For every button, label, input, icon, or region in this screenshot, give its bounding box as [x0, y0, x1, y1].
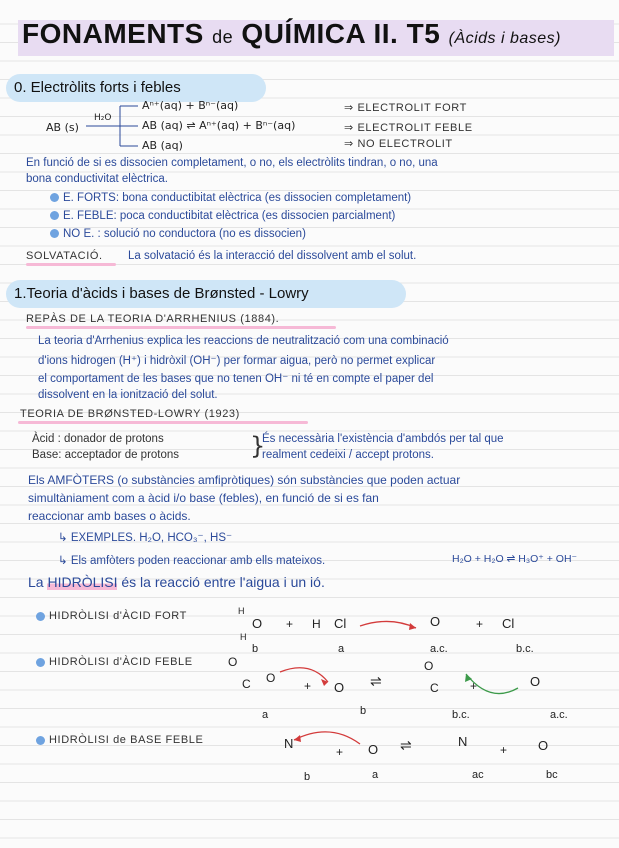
hydronium-o-1: O: [430, 614, 441, 629]
label-a-3: a: [372, 769, 379, 781]
bullet-dot: [50, 193, 59, 202]
page-title: [22, 18, 561, 50]
hydrolysis-definition: [28, 574, 325, 590]
acetic-o2: O: [266, 671, 276, 685]
weak-base-hydrolysis: [36, 734, 203, 746]
ammonium-n: N: [458, 734, 468, 749]
result-3: ⇒ NO ELECTROLIT: [344, 138, 453, 150]
svg-text:+: +: [304, 679, 312, 693]
bullet-dot: [36, 658, 45, 667]
water-autoionization: H₂O + H₂O ⇌ H₃O⁺ + OH⁻: [452, 553, 578, 565]
reaction-2: AB (aq) ⇌ Aⁿ⁺(aq) + Bⁿ⁻(aq): [142, 119, 296, 132]
label-b-3: b: [304, 771, 311, 782]
bullet-weak-text: E. FEBLE: poca conductibitat elèctrica (es dissocien parcialment): [63, 210, 396, 222]
bullet-non: [50, 228, 306, 240]
solvatacio-label: SOLVATACIÓ.: [26, 250, 103, 262]
svg-text:+: +: [476, 617, 484, 631]
acetate-c: C: [430, 681, 439, 695]
hydrolysis-pre: La: [28, 574, 44, 590]
equilibrium-2: ⇌: [370, 673, 382, 689]
label-ac-1: a.c.: [430, 643, 448, 654]
section0-heading: 0. Electròlits forts i febles: [14, 79, 181, 96]
acid-definition: Àcid : donador de protons: [32, 433, 164, 445]
base-definition: Base: acceptador de protons: [32, 449, 180, 461]
strong-acid-hydrolysis: [36, 610, 187, 622]
arrhenius-line-4: dissolvent en la ionització del solut.: [38, 389, 218, 401]
acetic-o: O: [228, 655, 238, 669]
water-h-1a: H: [238, 606, 245, 616]
bullet-dot: [36, 736, 45, 745]
title-de: de: [212, 27, 234, 47]
water-o-3: O: [368, 742, 379, 757]
svg-text:+: +: [470, 679, 478, 693]
red-arrow-3: [294, 732, 360, 744]
paragraph-1a: En funció de si es dissocien completament, o no, els electròlits tindran, o no, una: [26, 157, 438, 169]
weak-acid-label: HIDRÒLISI d'ÀCID FEBLE: [49, 656, 193, 668]
arrhenius-title: REPÀS DE LA TEORIA D'ARRHENIUS (1884).: [26, 313, 280, 325]
hydronium-o-2: O: [530, 674, 541, 689]
bullet-strong-text: E. FORTS: bona conductibitat elèctrica (es dissocien completament): [63, 192, 412, 204]
paragraph-1b: bona conductivitat elèctrica.: [26, 173, 168, 185]
bronsted-note-1: És necessària l'existència d'ambdós per tal que: [262, 433, 504, 445]
bullet-dot: [50, 211, 59, 220]
acetate-o: O: [424, 659, 434, 673]
hydrolysis-post: és la reacció entre l'aigua i un ió.: [121, 574, 325, 590]
arrhenius-line-3: el comportament de les bases que no tenen OH⁻ ni té en compte el paper del: [38, 373, 434, 385]
label-b-2: b: [360, 705, 367, 717]
reaction-left: AB (s): [46, 121, 79, 134]
ammonia-n: N: [284, 736, 294, 751]
solvatacio-text: La solvatació és la interacció del dissolvent amb el solut.: [128, 250, 417, 262]
label-ac-3: ac: [472, 769, 484, 781]
h2o-label: H₂O: [94, 113, 112, 123]
result-1: ⇒ ELECTROLIT FORT: [344, 102, 467, 114]
title-main1: FONAMENTS: [22, 18, 204, 49]
label-ac-2: a.c.: [550, 709, 568, 721]
water-h-1b: H: [240, 632, 247, 642]
label-b-1: b: [252, 643, 259, 654]
strong-acid-label: HIDRÒLISI d'ÀCID FORT: [49, 610, 187, 622]
bronsted-title: TEORIA DE BRØNSTED-LOWRY (1923): [20, 408, 240, 420]
bullet-dot: [50, 229, 59, 238]
bronsted-underline: [18, 421, 308, 424]
hydroxide-o: O: [538, 738, 549, 753]
reaction-1: Aⁿ⁺(aq) + Bⁿ⁻(aq): [142, 99, 239, 112]
weak-base-diagram: [250, 722, 590, 782]
svg-text:+: +: [336, 745, 344, 759]
arrhenius-underline: [26, 326, 336, 329]
solvatacio-underline: [26, 263, 116, 266]
title-main2: QUÍMICA II. T5: [241, 18, 441, 49]
water-o-1: O: [252, 616, 263, 631]
label-bc-3: bc: [546, 769, 558, 781]
svg-text:+: +: [286, 617, 294, 631]
result-2: ⇒ ELECTROLIT FEBLE: [344, 122, 473, 134]
amphoters-line-3: reaccionar amb bases o àcids.: [28, 509, 191, 523]
strong-acid-diagram: [220, 602, 600, 654]
label-a-2: a: [262, 709, 269, 721]
water-o-2: O: [334, 680, 345, 695]
amphoters-self: ↳ Els amfòters poden reaccionar amb ells mateixos.: [58, 555, 326, 567]
label-a-1: a: [338, 643, 345, 654]
amphoters-line-1: Els AMFÒTERS (o substàncies amfipròtiques) són substàncies que poden actuar: [28, 473, 461, 487]
label-bc-1: b.c.: [516, 643, 534, 654]
red-arrow-1: [360, 621, 416, 628]
bullet-strong: [50, 192, 411, 204]
bullet-dot: [36, 612, 45, 621]
cl-anion: Cl: [502, 616, 515, 631]
acetic-c: C: [242, 677, 251, 691]
amphoters-line-2: simultàniament com a àcid i/o base (febles), en funció de si es fan: [28, 491, 379, 505]
label-bc-2: b.c.: [452, 709, 470, 721]
weak-base-label: HIDRÒLISI de BASE FEBLE: [49, 734, 204, 746]
arrhenius-line-2: d'ions hidrogen (H⁺) i hidròxil (OH⁻) per formar aigua, però no permet explicar: [38, 355, 436, 367]
hcl-cl: Cl: [334, 616, 347, 631]
bronsted-note-2: realment cedeixi / accept protons.: [262, 449, 434, 461]
arrhenius-line-1: La teoria d'Arrhenius explica les reaccions de neutralització com una combinació: [38, 335, 449, 347]
reaction-3: AB (aq): [142, 139, 183, 152]
hydrolysis-word: HIDRÒLISI: [47, 574, 118, 590]
weak-acid-hydrolysis: [36, 656, 193, 668]
bullet-weak: [50, 210, 395, 222]
section1-heading: 1.Teoria d'àcids i bases de Brønsted - Lowry: [14, 285, 309, 302]
examples: ↳ EXEMPLES. H₂O, HCO₃⁻, HS⁻: [58, 532, 233, 544]
equilibrium-3: ⇌: [400, 737, 412, 753]
brace: }: [250, 432, 266, 460]
svg-text:+: +: [500, 743, 508, 757]
weak-acid-diagram: [220, 652, 600, 722]
hcl-h: H: [312, 617, 321, 631]
bullet-non-text: NO E. : solució no conductora (no es dissocien): [63, 228, 306, 240]
title-subtitle: (Àcids i bases): [448, 30, 561, 47]
